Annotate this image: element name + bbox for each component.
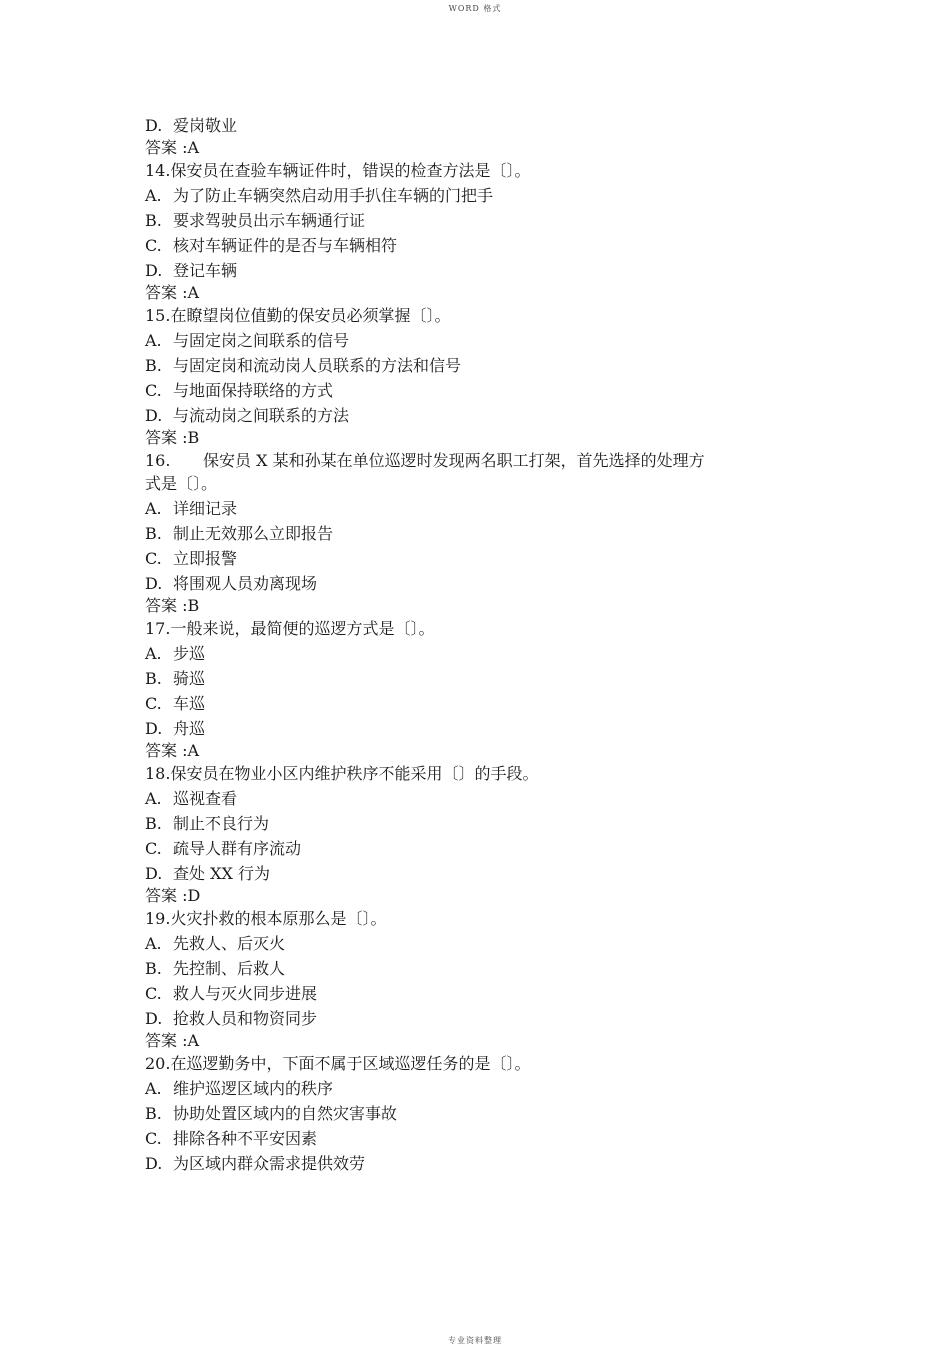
answer-option <box>145 838 755 860</box>
answer-option <box>145 693 755 715</box>
option-text: 先控制、后救人 <box>173 959 286 978</box>
answer-option <box>145 958 755 980</box>
answer-option <box>145 405 755 427</box>
answer-option <box>145 1078 755 1100</box>
answer-option <box>145 863 755 885</box>
option-text: 与流动岗之间联系的方法 <box>173 406 350 425</box>
option-text: 要求驾驶员出示车辆通行证 <box>173 211 366 230</box>
option-letter: C. <box>145 1129 162 1148</box>
option-letter: C. <box>145 839 162 858</box>
answer-option <box>145 1128 755 1150</box>
option-letter: B. <box>145 356 162 375</box>
answer-key: 答案 :A <box>145 138 200 157</box>
answer-key: 答案 :B <box>145 428 200 447</box>
option-letter: A. <box>145 644 162 663</box>
option-letter: D. <box>145 1154 163 1173</box>
answer-option <box>145 330 755 352</box>
option-letter: B. <box>145 524 162 543</box>
question-text: 14.保安员在查验车辆证件时，错误的检查方法是〔〕。 <box>145 161 531 180</box>
question-number: 16. <box>145 451 171 470</box>
option-text: 舟巡 <box>173 719 206 738</box>
question-text: 20.在巡逻勤务中，下面不属于区域巡逻任务的是〔〕。 <box>145 1054 531 1073</box>
option-letter: C. <box>145 984 162 1003</box>
option-letter: B. <box>145 1104 162 1123</box>
document-body <box>145 112 755 1175</box>
question-body: 保安员 X 某和孙某在单位巡逻时发现两名职工打架，首先选择的处理方 <box>203 451 705 470</box>
option-letter: C. <box>145 381 162 400</box>
option-text: 抢救人员和物资同步 <box>173 1009 318 1028</box>
option-text: 立即报警 <box>173 549 238 568</box>
option-letter: D. <box>145 864 163 883</box>
option-text: 制止不良行为 <box>173 814 270 833</box>
option-text: 爱岗敬业 <box>173 116 238 135</box>
option-text: 协助处置区域内的自然灾害事故 <box>173 1104 398 1123</box>
option-letter: A. <box>145 499 162 518</box>
question-text: 17.一般来说，最简便的巡逻方式是〔〕。 <box>145 619 435 638</box>
answer-option <box>145 548 755 570</box>
option-text: 维护巡逻区域内的秩序 <box>173 1079 334 1098</box>
option-letter: D. <box>145 1009 163 1028</box>
answer-option <box>145 813 755 835</box>
option-letter: A. <box>145 331 162 350</box>
answer-option <box>145 933 755 955</box>
option-text: 与固定岗之间联系的信号 <box>173 331 350 350</box>
answer-key: 答案 :A <box>145 283 200 302</box>
answer-option <box>145 210 755 232</box>
option-text: 登记车辆 <box>173 261 238 280</box>
answer-option <box>145 498 755 520</box>
option-text: 为了防止车辆突然启动用手扒住车辆的门把手 <box>173 186 494 205</box>
option-text: 骑巡 <box>173 669 206 688</box>
option-text: 先救人、后灭火 <box>173 934 286 953</box>
option-letter: C. <box>145 236 162 255</box>
answer-option <box>145 573 755 595</box>
option-text: 详细记录 <box>173 499 238 518</box>
answer-option <box>145 185 755 207</box>
answer-option <box>145 235 755 257</box>
option-letter: D. <box>145 406 163 425</box>
answer-option <box>145 1103 755 1125</box>
answer-option <box>145 115 755 137</box>
option-text: 与地面保持联络的方式 <box>173 381 334 400</box>
option-letter: B. <box>145 959 162 978</box>
answer-key: 答案 :A <box>145 1031 200 1050</box>
option-text: 车巡 <box>173 694 206 713</box>
option-text: 救人与灭火同步进展 <box>173 984 318 1003</box>
option-text: 巡视查看 <box>173 789 238 808</box>
page-header: WORD 格式 <box>448 4 502 13</box>
option-letter: C. <box>145 549 162 568</box>
answer-option <box>145 643 755 665</box>
answer-option <box>145 1153 755 1175</box>
option-letter: D. <box>145 574 163 593</box>
question-text: 18.保安员在物业小区内维护秩序不能采用〔〕的手段。 <box>145 764 539 783</box>
question-text: 19.火灾扑救的根本原那么是〔〕。 <box>145 909 387 928</box>
answer-option <box>145 1008 755 1030</box>
page-footer: 专业资料整理 <box>448 1336 502 1345</box>
option-text: 将围观人员劝离现场 <box>173 574 318 593</box>
question-text: 式是〔〕。 <box>145 474 218 493</box>
option-text: 疏导人群有序流动 <box>173 839 302 858</box>
answer-option <box>145 260 755 282</box>
answer-option <box>145 380 755 402</box>
question-text <box>145 450 755 472</box>
answer-option <box>145 668 755 690</box>
option-text: 查处 XX 行为 <box>173 864 270 883</box>
option-letter: B. <box>145 669 162 688</box>
option-letter: A. <box>145 934 162 953</box>
answer-key: 答案 :D <box>145 886 201 905</box>
answer-key: 答案 :B <box>145 596 200 615</box>
option-text: 与固定岗和流动岗人员联系的方法和信号 <box>173 356 462 375</box>
option-letter: D. <box>145 719 163 738</box>
answer-option <box>145 983 755 1005</box>
option-text: 排除各种不平安因素 <box>173 1129 318 1148</box>
option-text: 步巡 <box>173 644 206 663</box>
question-text: 15.在瞭望岗位值勤的保安员必须掌握〔〕。 <box>145 306 451 325</box>
answer-option <box>145 355 755 377</box>
option-text: 为区域内群众需求提供效劳 <box>173 1154 366 1173</box>
option-letter: A. <box>145 789 162 808</box>
answer-key: 答案 :A <box>145 741 200 760</box>
option-letter: B. <box>145 211 162 230</box>
option-letter: A. <box>145 186 162 205</box>
option-letter: B. <box>145 814 162 833</box>
option-letter: C. <box>145 694 162 713</box>
option-letter: A. <box>145 1079 162 1098</box>
answer-option <box>145 788 755 810</box>
option-text: 制止无效那么立即报告 <box>173 524 334 543</box>
option-text: 核对车辆证件的是否与车辆相符 <box>173 236 398 255</box>
option-letter: D. <box>145 261 163 280</box>
answer-option <box>145 523 755 545</box>
option-letter: D. <box>145 116 163 135</box>
answer-option <box>145 718 755 740</box>
